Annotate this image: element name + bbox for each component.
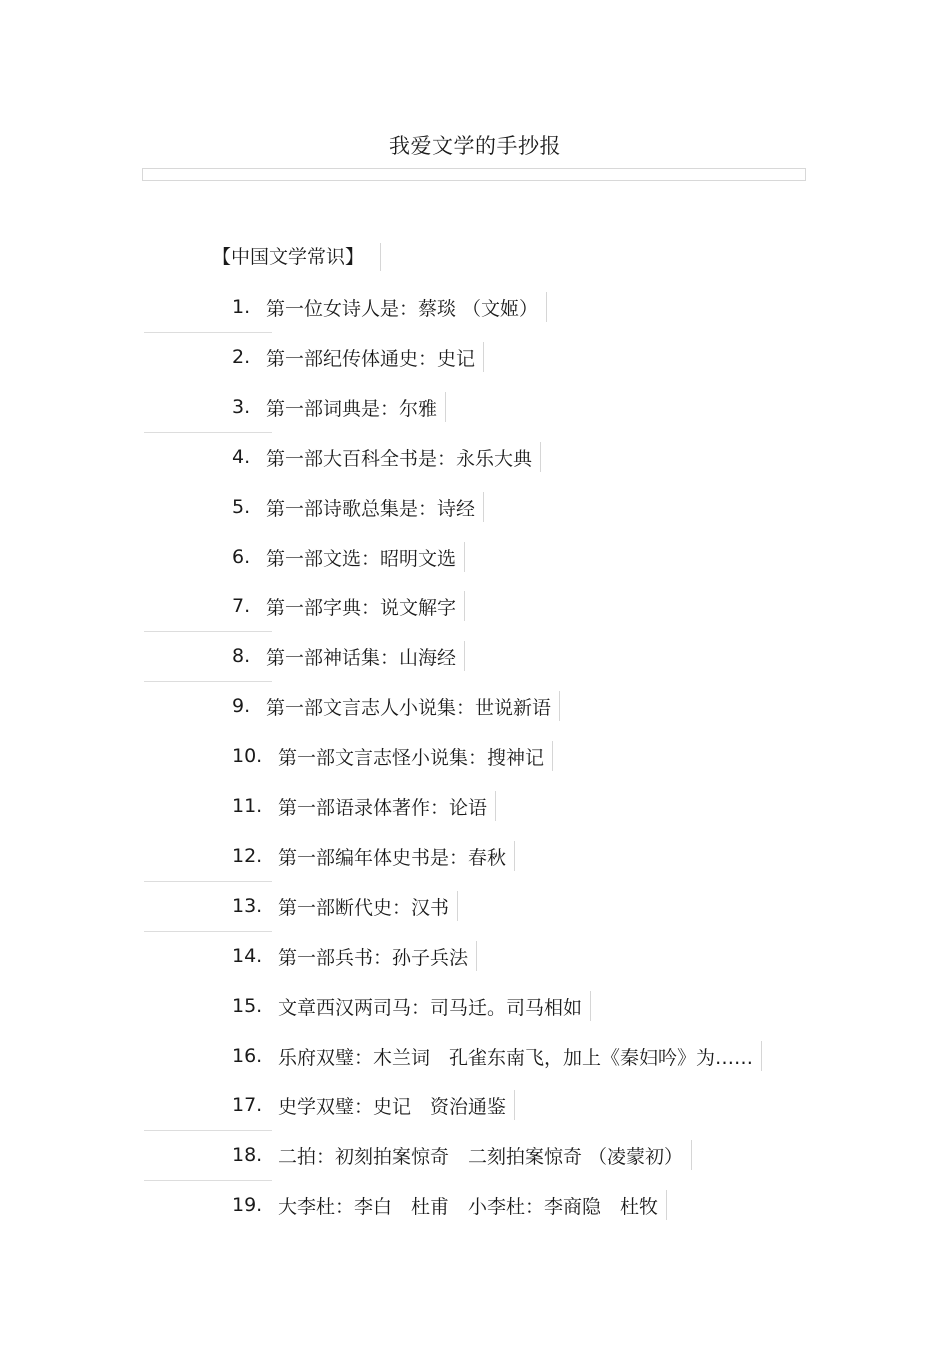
list-item-number: 9. (232, 695, 251, 717)
list-item-text: 第一部诗歌总集是：诗经 (266, 497, 476, 520)
list-item-text: 第一部纪传体通史：史记 (266, 347, 476, 370)
list-item-content (232, 741, 553, 771)
list-item (0, 841, 950, 871)
list-item-number: 4. (232, 446, 251, 468)
list-item-text: 第一位女诗人是：蔡琰 （文姬） (266, 297, 539, 320)
list-item-number: 18. (232, 1144, 263, 1166)
list-item-number: 5. (232, 496, 251, 518)
list-item-text: 第一部文言志怪小说集：搜神记 (278, 746, 545, 769)
list-item-text: 第一部文言志人小说集：世说新语 (266, 696, 552, 719)
list-item-text: 第一部兵书：孙子兵法 (278, 946, 469, 969)
list-item-text: 第一部词典是：尔雅 (266, 397, 438, 420)
row-rule (144, 681, 272, 682)
list-item-number: 6. (232, 546, 251, 568)
list-item-content (232, 891, 458, 921)
list-item-text: 文章西汉两司马：司马迁。司马相如 (278, 996, 583, 1019)
list-item-content (232, 292, 547, 322)
list-item-text: 第一部大百科全书是：永乐大典 (266, 447, 533, 470)
list-item-number: 13. (232, 895, 263, 917)
list-item-text: 第一部字典：说文解字 (266, 596, 457, 619)
list-item-content (232, 342, 484, 372)
list-item-content (232, 492, 484, 522)
list-item-content (232, 941, 477, 971)
list-item-content (232, 641, 465, 671)
list-item-number: 3. (232, 396, 251, 418)
list-item-number: 2. (232, 346, 251, 368)
list-item-number: 8. (232, 645, 251, 667)
list-item-number: 17. (232, 1094, 263, 1116)
list-item (0, 342, 950, 372)
list-item-number: 12. (232, 845, 263, 867)
list-item-content (232, 1041, 762, 1071)
list-item (0, 1090, 950, 1120)
list-item-content (232, 1140, 692, 1170)
list-item-number: 14. (232, 945, 263, 967)
list-item-number: 11. (232, 795, 263, 817)
row-rule (144, 931, 272, 932)
list-item-number: 16. (232, 1045, 263, 1067)
list-item (0, 442, 950, 472)
list-item (0, 292, 950, 322)
list-item (0, 741, 950, 771)
list-item (0, 542, 950, 572)
list-item-content (232, 542, 465, 572)
list-item-text: 第一部断代史：汉书 (278, 896, 450, 919)
title-divider (142, 168, 806, 181)
list-item-number: 10. (232, 745, 263, 767)
list-item-content (232, 1190, 667, 1220)
list-item-text: 二拍：初刻拍案惊奇 二刻拍案惊奇 （凌蒙初） (278, 1145, 684, 1168)
page-title: 我爱文学的手抄报 (389, 134, 561, 158)
row-rule (144, 1180, 272, 1181)
list-item (0, 941, 950, 971)
list-item-content (232, 791, 496, 821)
list-item (0, 1190, 950, 1220)
list-item (0, 1140, 950, 1170)
list-item-text: 史学双璧：史记 资治通鉴 (278, 1095, 507, 1118)
row-rule (144, 332, 272, 333)
list-item (0, 392, 950, 422)
list-item (0, 691, 950, 721)
list-item-text: 大李杜：李白 杜甫 小李杜：李商隐 杜牧 (278, 1195, 659, 1218)
list-item (0, 791, 950, 821)
list-item-content (232, 991, 591, 1021)
list-item (0, 1041, 950, 1071)
row-rule (144, 1130, 272, 1131)
list-item (0, 991, 950, 1021)
list-item-content (232, 591, 465, 621)
list-item (0, 492, 950, 522)
list-item-number: 1. (232, 296, 251, 318)
list-item-content (232, 1090, 515, 1120)
section-heading: 【中国文学常识】 (212, 243, 381, 271)
row-rule (144, 631, 272, 632)
list-item-content (232, 691, 560, 721)
list-item-text: 乐府双璧：木兰词 孔雀东南飞，加上《秦妇吟》为…… (278, 1046, 754, 1069)
list-item-text: 第一部语录体著作：论语 (278, 796, 488, 819)
list-item-number: 15. (232, 995, 263, 1017)
row-rule (144, 432, 272, 433)
list-item (0, 591, 950, 621)
list-item (0, 641, 950, 671)
list-item-text: 第一部神话集：山海经 (266, 646, 457, 669)
list-item (0, 891, 950, 921)
list-item-content (232, 392, 446, 422)
list-item-content (232, 841, 515, 871)
list-item-content (232, 442, 541, 472)
list-item-number: 19. (232, 1194, 263, 1216)
list-item-text: 第一部文选：昭明文选 (266, 547, 457, 570)
row-rule (144, 881, 272, 882)
list-item-number: 7. (232, 595, 251, 617)
list-item-text: 第一部编年体史书是：春秋 (278, 846, 507, 869)
